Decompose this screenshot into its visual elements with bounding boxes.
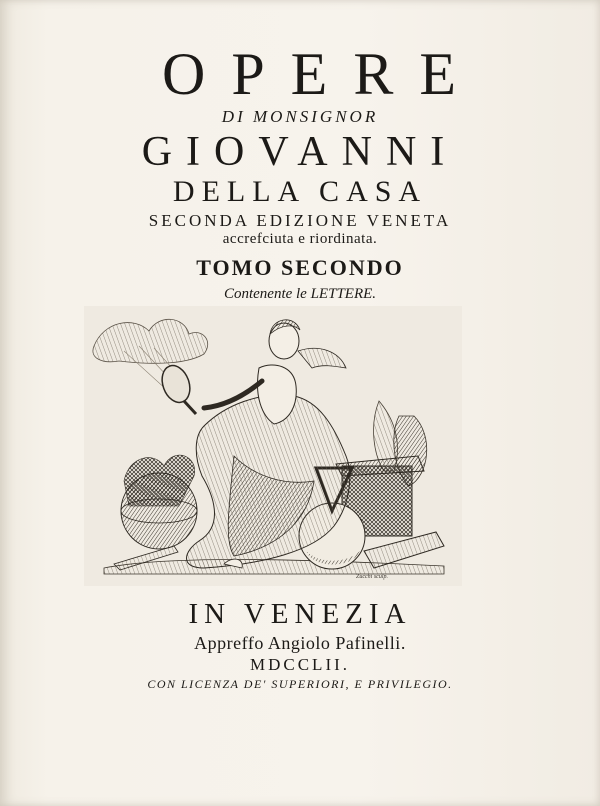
mirror-icon xyxy=(157,362,194,407)
imprint-publisher: Appreffo Angiolo Pafinelli. xyxy=(194,633,406,653)
engraving-illustration xyxy=(84,306,462,586)
contents-line: Contenente le LETTERE. xyxy=(223,286,377,302)
engraver-signature: Zucchi sculp. xyxy=(356,574,388,580)
author-last-name: DELLA CASA xyxy=(172,175,428,208)
book-title: OPERE xyxy=(161,41,483,107)
edition-line: SECONDA EDIZIONE VENETA xyxy=(148,211,452,230)
by-line: DI MONSIGNOR xyxy=(221,107,379,126)
cloud-shape xyxy=(93,319,208,363)
allegorical-engraving xyxy=(84,306,462,586)
edition-note: accrefciuta e riordinata. xyxy=(222,231,378,247)
imprint-city: IN VENEZIA xyxy=(188,598,412,630)
imprint-year: MDCCLII. xyxy=(249,655,351,674)
volume-heading: TOMO SECONDO xyxy=(196,255,404,280)
author-first-name: GIOVANNI xyxy=(141,129,459,175)
license-line: CON LICENZA DE' SUPERIORI, E PRIVILEGIO. xyxy=(147,677,453,691)
